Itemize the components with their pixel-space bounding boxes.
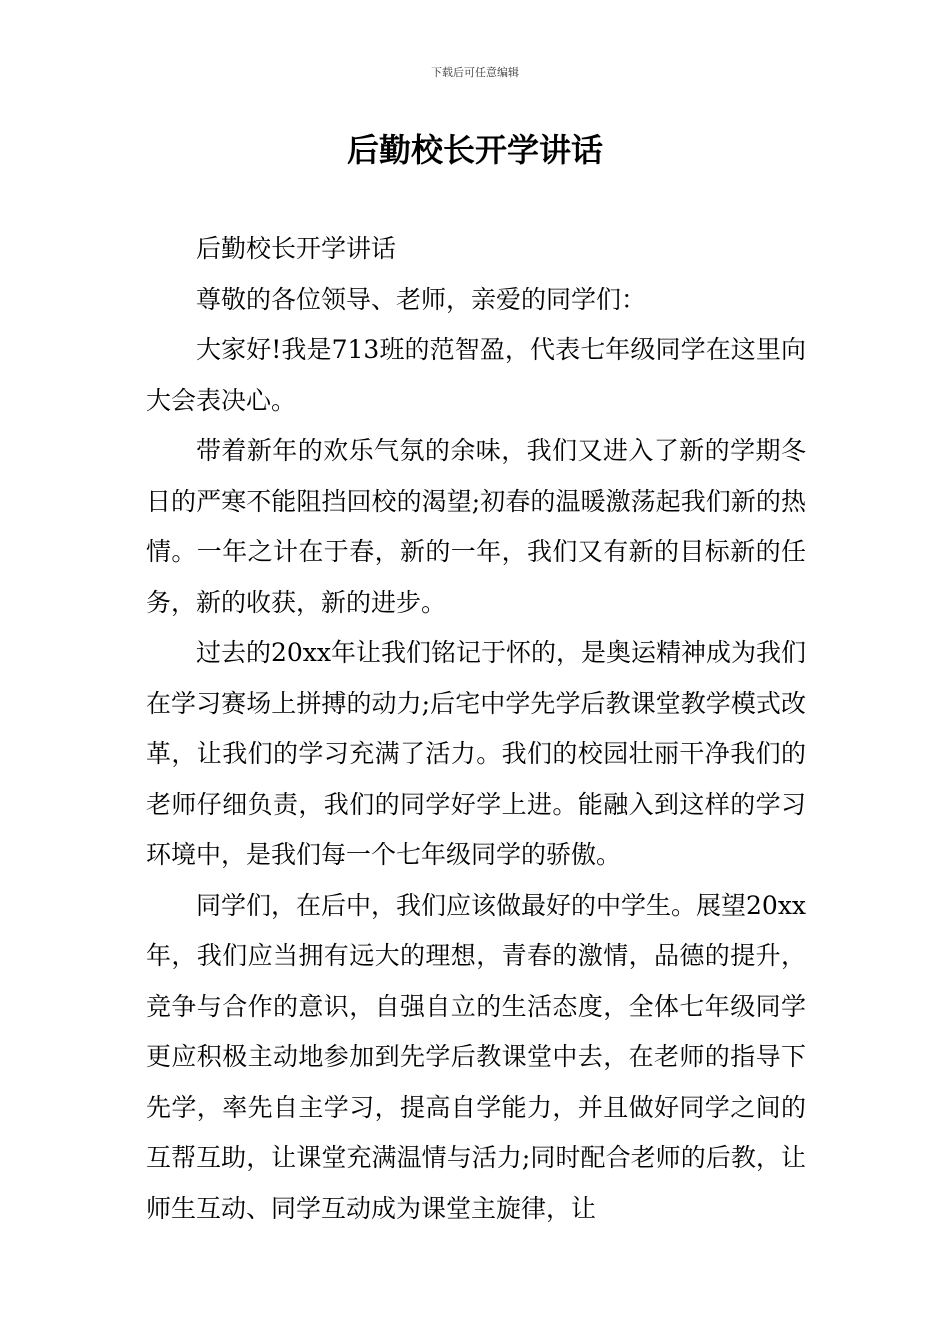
paragraph: 后勤校长开学讲话 xyxy=(196,234,397,263)
paragraph: 大家好!我是713班的范智盈，代表七年级同学在这里向大会表决心。 xyxy=(146,335,806,415)
header-note: 下载后可任意编辑 xyxy=(431,66,519,79)
paragraph: 过去的20xx年让我们铭记于怀的，是奥运精神成为我们在学习赛场上拼搏的动力;后宅中学先学后教课堂教学模式改革，让我们的学习充满了活力。我们的校园壮丽干净我们的老师仔细负责，我们的同学好学上进。能融入到这样的学习环境中，是我们每一个七年级同学的骄傲。 xyxy=(146,638,807,869)
document-title: 后勤校长开学讲话 xyxy=(346,131,603,169)
paragraph: 同学们，在后中，我们应该做最好的中学生。展望20xx年，我们应当拥有远大的理想，青春的激情，品德的提升，竞争与合作的意识，自强自立的生活态度，全体七年级同学更应积极主动地参加到先学后教课堂中去，在老师的指导下先学，率先自主学习，提高自学能力，并且做好同学之间的互帮互助，让课堂充满温情与活力;同时配合老师的后教，让师生互动、同学互动成为课堂主旋律，让 xyxy=(146,890,807,1223)
document-body xyxy=(146,224,806,1234)
paragraph: 尊敬的各位领导、老师，亲爱的同学们： xyxy=(196,284,647,314)
paragraph: 带着新年的欢乐气氛的余味，我们又进入了新的学期冬日的严寒不能阻挡回校的渴望;初春的温暖激荡起我们新的热情。一年之计在于春，新的一年，我们又有新的目标新的任务，新的收获，新的进步。 xyxy=(146,436,806,617)
